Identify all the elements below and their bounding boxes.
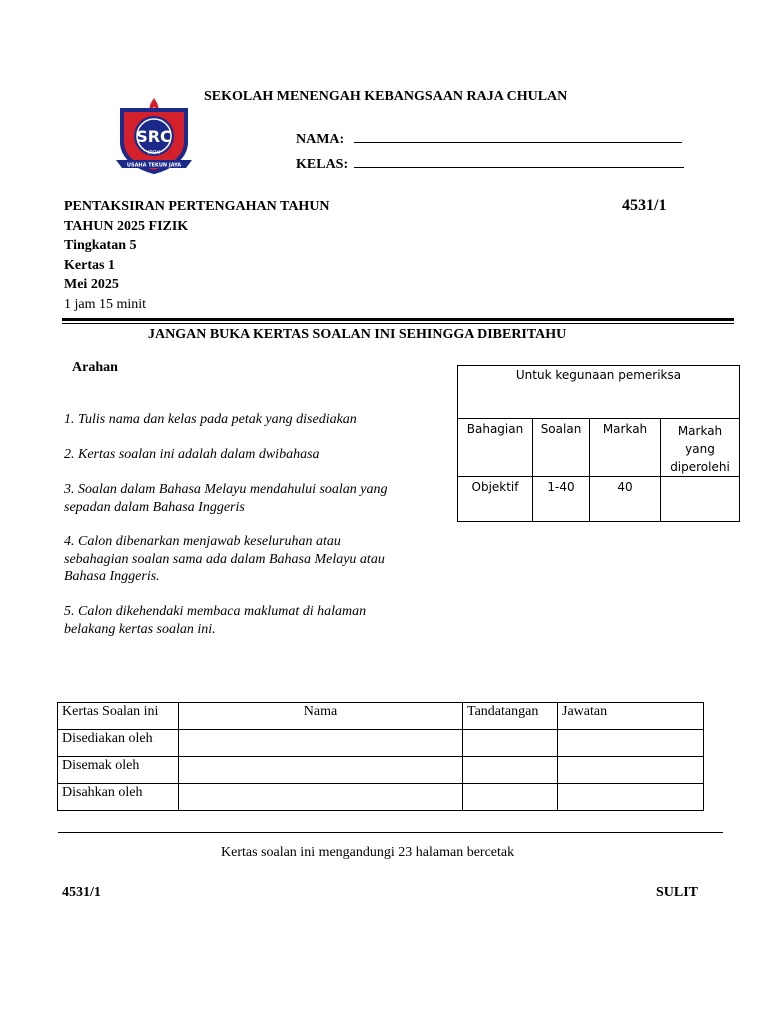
prep-cell-name[interactable] xyxy=(179,784,463,811)
footer-paper-code: 4531/1 xyxy=(62,885,101,900)
cell-section: Objektif xyxy=(458,477,533,522)
exam-date: Mei 2025 xyxy=(64,277,119,292)
cell-marks-obtained[interactable] xyxy=(661,477,740,522)
instructions-title: Arahan xyxy=(72,360,118,375)
classification-label: SULIT xyxy=(656,885,699,900)
name-label: NAMA: xyxy=(296,132,345,147)
crest-town: IPOH xyxy=(147,150,161,156)
instruction-item: 4. Calon dibenarkan menjawab keseluruhan atau sebahagian soalan sama ada dalam Bahasa Melayu atau Bahasa Inggeris. xyxy=(64,534,385,584)
examiner-table-title: Untuk kegunaan pemeriksa xyxy=(458,366,740,419)
warning-text: JANGAN BUKA KERTAS SOALAN INI SEHINGGA DIBERITAHU xyxy=(148,327,567,342)
prep-cell-position[interactable] xyxy=(558,730,704,757)
preparation-table xyxy=(57,702,704,811)
prep-row-label: Disediakan oleh xyxy=(58,730,179,757)
header-section: Bahagian xyxy=(458,419,533,477)
footer-divider xyxy=(58,832,723,833)
prep-header-position: Jawatan xyxy=(558,703,704,730)
instruction-item: 3. Soalan dalam Bahasa Melayu mendahului soalan yang sepadan dalam Bahasa Inggeris xyxy=(64,482,388,515)
school-crest-icon xyxy=(112,96,196,176)
prep-cell-signature[interactable] xyxy=(463,730,558,757)
prep-cell-signature[interactable] xyxy=(463,784,558,811)
prep-row-label: Disahkan oleh xyxy=(58,784,179,811)
crest-monogram: SRC xyxy=(136,127,172,146)
cell-question: 1-40 xyxy=(533,477,590,522)
class-label: KELAS: xyxy=(296,157,349,172)
prep-header-signature: Tandatangan xyxy=(463,703,558,730)
exam-title: PENTAKSIRAN PERTENGAHAN TAHUN xyxy=(64,199,330,214)
class-field[interactable] xyxy=(296,153,684,173)
prep-cell-signature[interactable] xyxy=(463,757,558,784)
divider-thick xyxy=(62,318,734,321)
exam-info-block xyxy=(64,197,330,314)
examiner-table xyxy=(457,365,740,522)
exam-duration: 1 jam 15 minit xyxy=(64,296,147,312)
class-input-line[interactable] xyxy=(354,153,684,168)
divider-thin xyxy=(62,323,734,324)
paper-number: Kertas 1 xyxy=(64,257,115,273)
prep-header-paper: Kertas Soalan ini xyxy=(58,703,179,730)
form-level: Tingkatan 5 xyxy=(64,238,137,253)
prep-header-name: Nama xyxy=(179,703,463,730)
prep-cell-position[interactable] xyxy=(558,784,704,811)
cell-marks: 40 xyxy=(590,477,661,522)
name-field[interactable] xyxy=(296,128,682,148)
instruction-item: 1. Tulis nama dan kelas pada petak yang disediakan xyxy=(64,412,357,427)
instruction-item: 5. Calon dikehendaki membaca maklumat di halaman belakang kertas soalan ini. xyxy=(64,604,367,637)
header-marks-obtained: Markah yang diperolehi xyxy=(661,419,740,477)
crest-motto: USAHA TEKUN JAYA xyxy=(126,162,182,169)
school-name: SEKOLAH MENENGAH KEBANGSAAN RAJA CHULAN xyxy=(204,89,568,104)
page-count-note: Kertas soalan ini mengandungi 23 halaman bercetak xyxy=(221,845,515,860)
instruction-item: 2. Kertas soalan ini adalah dalam dwibahasa xyxy=(64,447,320,462)
header-question: Soalan xyxy=(533,419,590,477)
year-subject: TAHUN 2025 FIZIK xyxy=(64,218,189,234)
prep-cell-position[interactable] xyxy=(558,757,704,784)
name-input-line[interactable] xyxy=(354,128,682,143)
prep-cell-name[interactable] xyxy=(179,730,463,757)
prep-cell-name[interactable] xyxy=(179,757,463,784)
header-marks: Markah xyxy=(590,419,661,477)
paper-code: 4531/1 xyxy=(622,197,667,214)
prep-row-label: Disemak oleh xyxy=(58,757,179,784)
